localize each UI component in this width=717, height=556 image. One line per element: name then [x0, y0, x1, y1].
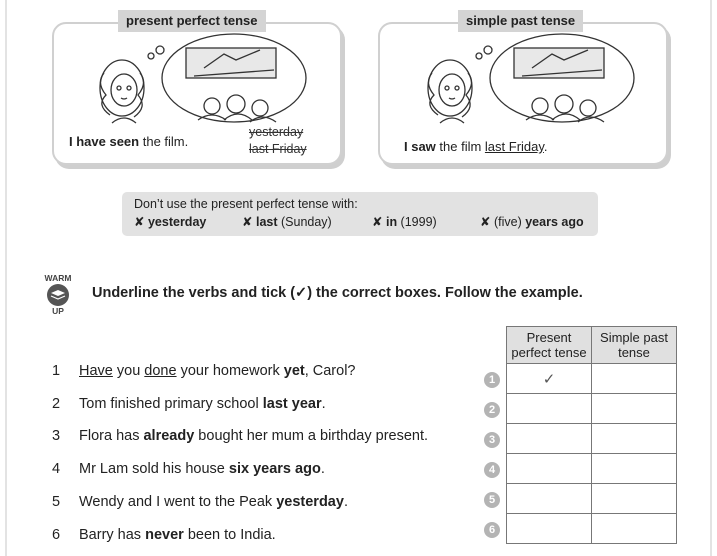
- time-expression: six years ago: [228, 461, 321, 477]
- time-expression: never: [145, 527, 184, 543]
- row-number-badge: 1: [484, 372, 500, 388]
- simple-past-object: the film: [435, 139, 485, 154]
- question-number: 6: [52, 527, 61, 543]
- simple-past-card: [378, 13, 668, 165]
- question-text: Wendy and I went to the Peak: [79, 494, 277, 510]
- present-perfect-sentence: [69, 134, 188, 149]
- question-text: your homework: [176, 363, 284, 379]
- table-row: [507, 484, 677, 514]
- usage-note-heading: Don’t use the present perfect tense with:: [134, 197, 358, 211]
- table-row: [507, 454, 677, 484]
- simple-past-sentence: [404, 139, 548, 154]
- answer-table: [506, 326, 677, 544]
- crossed-word-yesterday: yesterday: [249, 125, 304, 139]
- question-number: 4: [52, 461, 61, 477]
- question-1: [52, 363, 356, 379]
- note-item-example: (Sunday): [277, 215, 332, 229]
- warm-up-top-label: WARM: [44, 273, 72, 283]
- simple-past-box[interactable]: [592, 484, 677, 514]
- note-item-example: (five): [493, 215, 526, 229]
- question-number: 3: [52, 428, 61, 444]
- row-number-badge: 5: [484, 492, 500, 508]
- note-item-word: last: [255, 215, 278, 229]
- simple-past-verb: I saw: [404, 139, 436, 154]
- question-number: 5: [52, 494, 61, 510]
- cross-icon: ✘: [242, 215, 253, 229]
- warm-up-bottom-label: UP: [52, 306, 64, 315]
- cross-icon: ✘: [480, 215, 491, 229]
- question-text: .: [343, 494, 348, 510]
- question-text: Mr Lam sold his house: [79, 461, 229, 477]
- exercise-instruction: Underline the verbs and tick (✓) the correct boxes. Follow the example.: [92, 285, 583, 301]
- cross-icon: ✘: [134, 215, 145, 229]
- present-perfect-box[interactable]: [507, 394, 592, 424]
- present-perfect-box[interactable]: [507, 484, 592, 514]
- present-perfect-verb: I have seen: [69, 134, 140, 149]
- note-item-yesterday: [134, 214, 206, 229]
- page-edge-right: [710, 0, 712, 556]
- question-text: Barry has: [79, 527, 146, 543]
- question-text: you: [112, 363, 145, 379]
- present-perfect-card: [52, 13, 342, 165]
- simple-past-box[interactable]: [592, 424, 677, 454]
- question-text: been to India.: [183, 527, 276, 543]
- question-3: [52, 428, 428, 444]
- present-perfect-box[interactable]: [507, 454, 592, 484]
- question-6: [52, 527, 276, 543]
- row-number-badge: 2: [484, 402, 500, 418]
- question-text: Flora has: [79, 428, 144, 444]
- book-icon: [38, 271, 78, 315]
- simple-past-box[interactable]: [592, 394, 677, 424]
- usage-note: [122, 192, 598, 236]
- note-item-last: [242, 214, 332, 229]
- note-item-in: [372, 214, 437, 229]
- simple-past-tab: simple past tense: [458, 10, 583, 32]
- table-row: [507, 514, 677, 544]
- question-text: Tom finished primary school: [79, 396, 263, 412]
- crossed-word-last-friday: last Friday: [249, 142, 307, 156]
- simple-past-box[interactable]: [592, 454, 677, 484]
- time-expression: yesterday: [276, 494, 344, 510]
- question-4: [52, 461, 325, 477]
- underlined-verb: Have: [79, 363, 113, 379]
- note-item-years-ago: [480, 214, 584, 229]
- present-perfect-box[interactable]: ✓: [507, 364, 592, 394]
- present-perfect-object: the film.: [139, 134, 189, 149]
- present-perfect-tab: present perfect tense: [118, 10, 266, 32]
- note-item-word: years ago: [525, 215, 584, 229]
- question-number: 1: [52, 363, 61, 379]
- table-row: [507, 364, 677, 394]
- question-5: [52, 494, 348, 510]
- question-text: , Carol?: [304, 363, 356, 379]
- time-expression: already: [143, 428, 195, 444]
- question-number: 2: [52, 396, 61, 412]
- table-row: [507, 424, 677, 454]
- column-header-present-perfect: Present perfect tense: [507, 327, 592, 364]
- question-2: [52, 396, 326, 412]
- simple-past-end: .: [543, 139, 548, 154]
- column-header-simple-past: Simple past tense: [592, 327, 677, 364]
- simple-past-box[interactable]: [592, 514, 677, 544]
- simple-past-time: last Friday: [484, 139, 544, 154]
- row-number-badge: 4: [484, 462, 500, 478]
- note-item-word: in: [385, 215, 398, 229]
- question-text: .: [321, 396, 326, 412]
- page-edge-left: [5, 0, 7, 556]
- time-expression: last year: [262, 396, 322, 412]
- row-number-badge: 6: [484, 522, 500, 538]
- girl-watching-film-illustration-2: [422, 28, 642, 128]
- present-perfect-box[interactable]: [507, 514, 592, 544]
- row-number-badge: 3: [484, 432, 500, 448]
- present-perfect-box[interactable]: [507, 424, 592, 454]
- warm-up-badge: [38, 271, 78, 315]
- time-expression: yet: [283, 363, 305, 379]
- table-row: [507, 394, 677, 424]
- note-item-word: yesterday: [147, 215, 207, 229]
- question-text: .: [320, 461, 325, 477]
- question-text: bought her mum a birthday present.: [194, 428, 429, 444]
- simple-past-box[interactable]: [592, 364, 677, 394]
- underlined-verb: done: [144, 363, 177, 379]
- cross-icon: ✘: [372, 215, 383, 229]
- note-item-example: (1999): [397, 215, 437, 229]
- girl-watching-film-illustration: [94, 28, 314, 128]
- crossed-time-words: [249, 124, 307, 158]
